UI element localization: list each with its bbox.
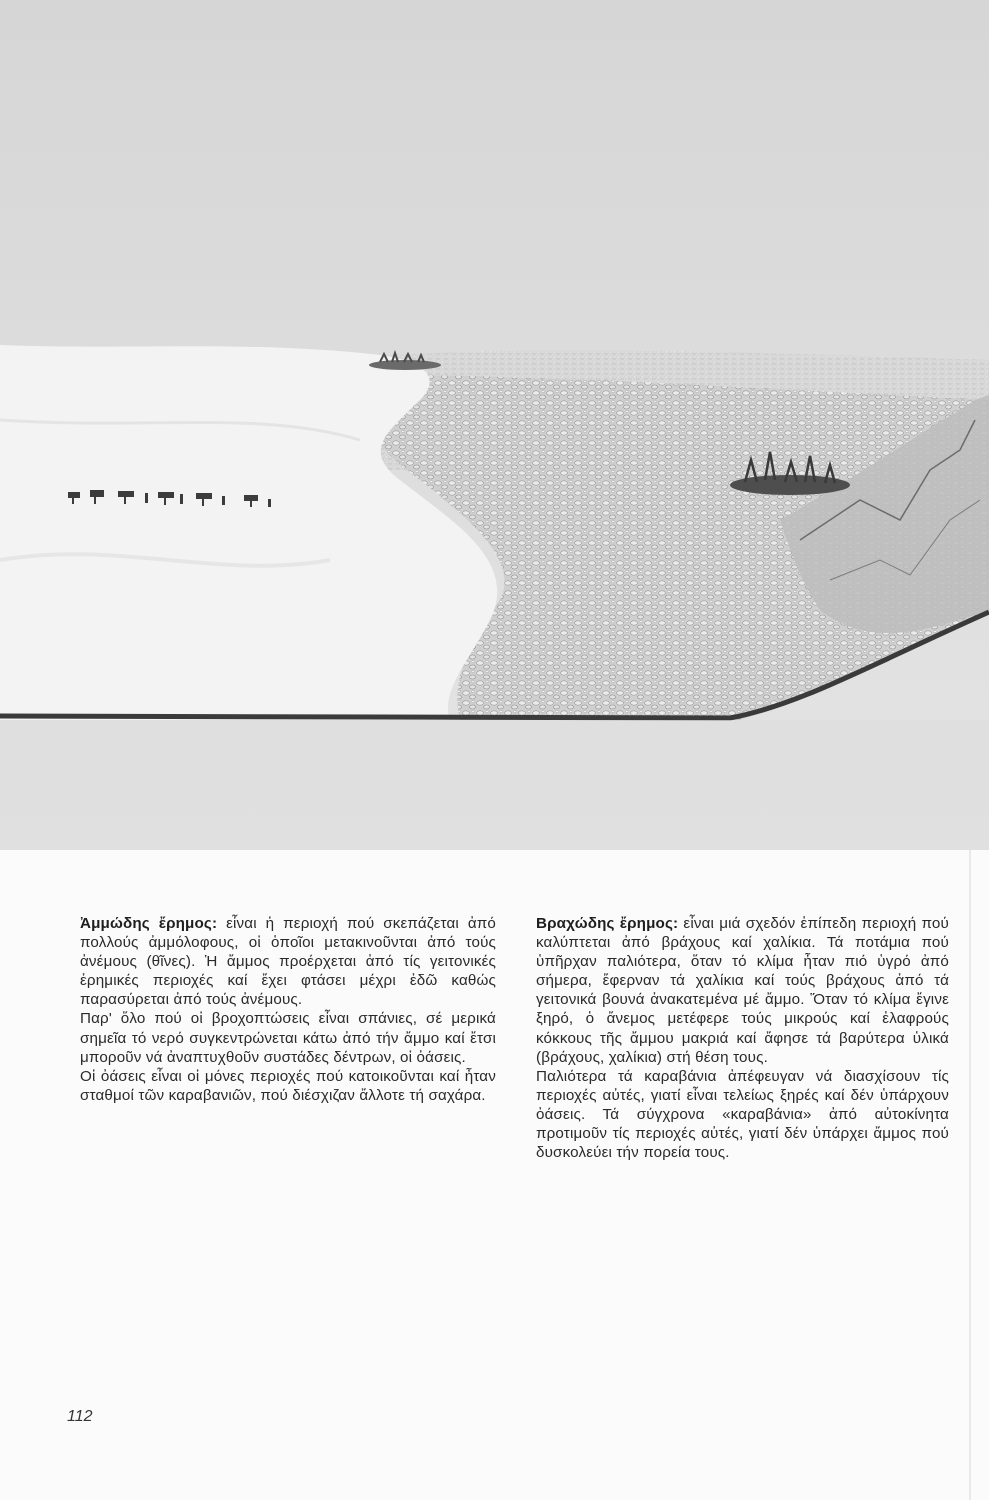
rock-desert-paragraph-1 bbox=[536, 914, 949, 1067]
sand-desert-section bbox=[80, 914, 496, 1105]
sand-desert-text-1: εἶναι ἡ περιοχή πού σκεπάζεται ἀπό πολλούς ἀμμόλοφους, οἱ ὁποῖοι μετακινοῦνται ἀπό τούς ἀνέμους (θῖνες). Ἡ ἄμμος προέρχεται ἀπό τίς γειτονικές ἐρημικές περιοχές καί ἔχει φτάσει μέχρι ἐδῶ καθώς παρασύρεται ἀπό τούς ἀνέμους. bbox=[80, 915, 496, 1009]
sand-desert-paragraph-1 bbox=[80, 914, 496, 1009]
sand-desert-paragraph-3: Οἱ ὀάσεις εἶναι οἱ μόνες περιοχές πού κατοικοῦνται καί ἦταν σταθμοί τῶν καραβανιῶν, πού διέσχιζαν ἄλλοτε τή σαχάρα. bbox=[80, 1067, 496, 1104]
rock-desert-text-1: εἶναι μιά σχεδόν ἐπίπεδη περιοχή πού καλύπτεται ἀπό βράχους καί χαλίκια. Τά ποτάμια πού ὑπῆρχαν παλιότερα, ὅταν τό κλίμα ἦταν πιό ὑγρό ἀπό σήμερα, ἔφερναν τά χαλίκια καί τούς βράχους ἀπό τά γειτονικά βουνά ἀνακατεμένα μέ ἄμμο. Ὅταν τό κλίμα ἔγινε ξηρό, ὁ ἄνεμος μετέφερε τούς μικρούς καί ἐλαφρούς κόκκους τῆς ἄμμου μακριά καί ἄφησε τά βαρύτερα ὑλικά (βράχους, χαλίκια) στή θέση τους. bbox=[536, 915, 949, 1066]
rock-desert-paragraph-2: Παλιότερα τά καραβάνια ἀπέφευγαν νά διασχίσουν τίς περιοχές αὐτές, γιατί εἶναι τελείως ξηρές καί δέν ὑπάρχουν ὀάσεις. Τά σύγχρονα «καραβάνια» ἀπό αὐτοκίνητα προτιμοῦν τίς περιοχές αὐτές, γιατί δέν ὑπάρχει ἄμμος πού δυσκολεύει τήν πορεία τους. bbox=[536, 1067, 949, 1162]
sand-desert-paragraph-2: Παρ' ὅλο πού οἱ βροχοπτώσεις εἶναι σπάνιες, σέ μερικά σημεῖα τό νερό συγκεντρώνεται κάτω ἀπό τήν ἄμμο καί ἔτσι μποροῦν νά ἀναπτυχθοῦν συστάδες δέντρων, οἱ ὀάσεις. bbox=[80, 1010, 496, 1066]
rock-desert-term: Βραχώδης ἔρημος: bbox=[536, 915, 679, 932]
rock-desert-section bbox=[536, 914, 949, 1162]
sand-desert-term: Ἀμμώδης ἔρημος: bbox=[80, 915, 218, 932]
page-number: 112 bbox=[67, 1408, 93, 1425]
page-edge-shadow bbox=[969, 850, 971, 1500]
